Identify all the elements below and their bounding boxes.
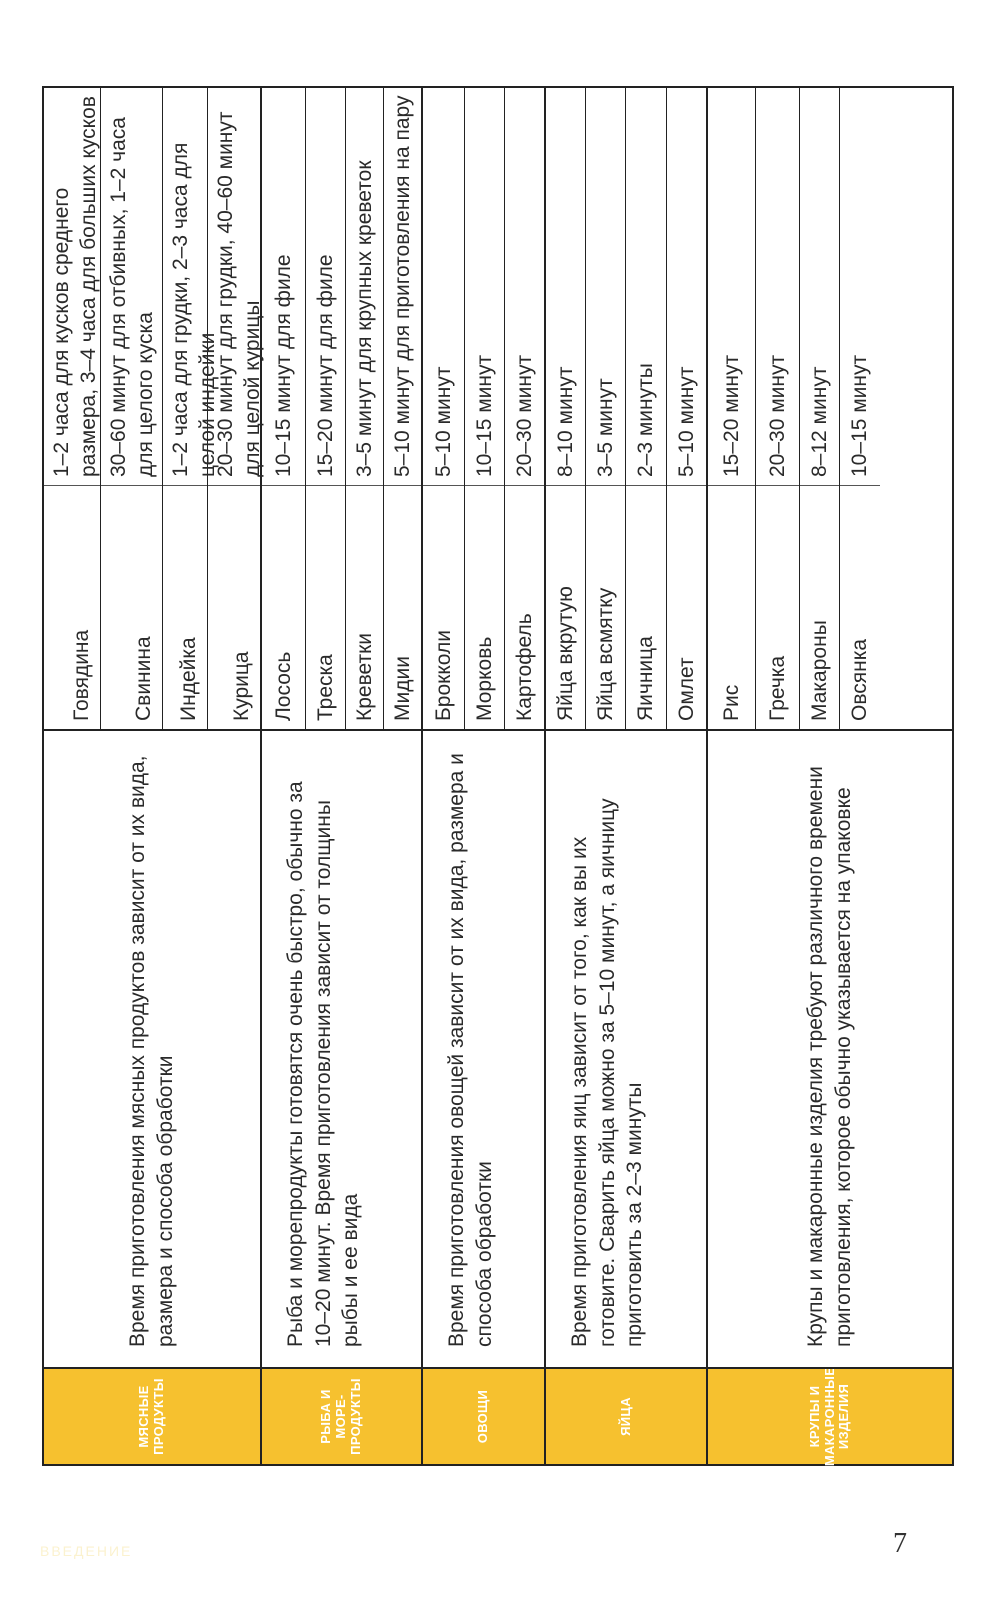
category-eggs: ЯЙЦА — [546, 1369, 708, 1464]
item-time: 1–2 часа для грудки, 2–3 часа для целой индейки — [169, 142, 220, 477]
table-row — [505, 88, 546, 729]
category-fish-seafood: РЫБА И МОРЕ-ПРОДУКТЫ — [262, 1369, 423, 1464]
item-time: 10–15 минут для филе — [271, 254, 295, 477]
item-name: Яйца вкрутую — [546, 485, 585, 729]
item-time: 10–15 минут — [472, 354, 496, 477]
item-time: 20–30 минут для грудки, 40–60 минут для целой курицы — [214, 111, 265, 477]
item-name: Индейка — [163, 485, 207, 729]
cooking-time-table — [42, 86, 954, 1466]
item-name: Яйца всмятку — [586, 485, 625, 729]
item-name: Брокколи — [423, 485, 464, 729]
table-row — [423, 88, 465, 729]
table-row — [546, 88, 586, 729]
item-time: 30–60 минут для отбивных, 1–2 часа для целого куска — [107, 117, 158, 477]
item-name: Мидии — [384, 485, 421, 729]
item-time: 8–10 минут — [553, 366, 577, 477]
category-vegetables: ОВОЩИ — [423, 1369, 546, 1464]
table-row — [44, 88, 101, 729]
item-name: Говядина — [44, 485, 100, 729]
cooking-time-table-rotated — [42, 86, 954, 1466]
table-row — [800, 88, 840, 729]
item-name: Гречка — [756, 485, 799, 729]
table-row — [465, 88, 505, 729]
category-column — [44, 1366, 952, 1467]
table-row — [262, 88, 306, 729]
item-time: 5–10 минут для приготовления на пару — [390, 95, 414, 477]
item-name: Курица — [208, 485, 260, 729]
item-time: 5–10 минут — [431, 366, 455, 477]
description-grains-pasta: Крупы и макаронные изделия требуют различного времени приготовления, которое обычно указывается на упаковке — [804, 766, 855, 1347]
item-name: Морковь — [465, 485, 504, 729]
item-time: 15–20 минут — [719, 354, 743, 477]
item-name: Картофель — [505, 485, 544, 729]
description-eggs: Время приготовления яиц зависит от того, как вы их готовите. Сварить яйца можно за 5–10 минут, а яичницу приготовить за 2–3 минуты — [546, 731, 708, 1367]
item-time: 20–30 минут — [765, 354, 789, 477]
table-row — [708, 88, 756, 729]
item-time: 20–30 минут — [512, 354, 536, 477]
item-time: 8–12 минут — [807, 366, 831, 477]
item-name: Овсянка — [840, 485, 880, 729]
item-time: 15–20 минут для филе — [313, 254, 337, 477]
item-time: 10–15 минут — [848, 354, 872, 477]
item-name: Треска — [306, 485, 345, 729]
description-fish-seafood: Рыба и морепродукты готовятся очень быстро, обычно за 10–20 минут. Время приготовления зависит от толщины рыбы и ее вида — [262, 731, 423, 1367]
item-name: Креветки — [346, 485, 383, 729]
item-name: Омлет — [667, 485, 706, 729]
description-meat: Время приготовления мясных продуктов зависит от их вида, размера и способа обработки — [44, 731, 262, 1367]
table-row — [667, 88, 708, 729]
page-number: 7 — [893, 1528, 907, 1559]
description-column — [44, 729, 952, 1369]
table-row — [756, 88, 800, 729]
table-row — [586, 88, 626, 729]
item-time: 1–2 часа для кусков среднего размера, 3–4 часа для больших кусков — [50, 96, 101, 477]
table-row — [306, 88, 346, 729]
table-row — [163, 88, 220, 729]
item-name: Яичница — [626, 485, 666, 729]
table-row — [384, 88, 423, 729]
item-name: Лосось — [262, 485, 305, 729]
section-label: ВВЕДЕНИЕ — [40, 1543, 133, 1559]
item-name: Рис — [708, 485, 755, 729]
item-time: 3–5 минут — [593, 378, 617, 477]
description-vegetables: Время приготовления овощей зависит от их вида, размера и способа обработки — [423, 731, 546, 1367]
item-name: Макароны — [800, 485, 839, 729]
item-name: Свинина — [101, 485, 162, 729]
table-row — [840, 88, 880, 729]
item-time: 5–10 минут — [674, 366, 698, 477]
table-row — [626, 88, 667, 729]
item-time: 2–3 минуты — [634, 363, 658, 477]
category-grains-pasta: КРУПЫ И МАКАРОННЫЕ ИЗДЕЛИЯ — [708, 1369, 952, 1464]
table-row — [208, 88, 265, 729]
item-time: 3–5 минут для крупных креветок — [352, 160, 376, 477]
table-row — [101, 88, 163, 729]
table-row — [346, 88, 384, 729]
category-meat: МЯСНЫЕ ПРОДУКТЫ — [44, 1369, 262, 1464]
items-column — [44, 88, 952, 729]
